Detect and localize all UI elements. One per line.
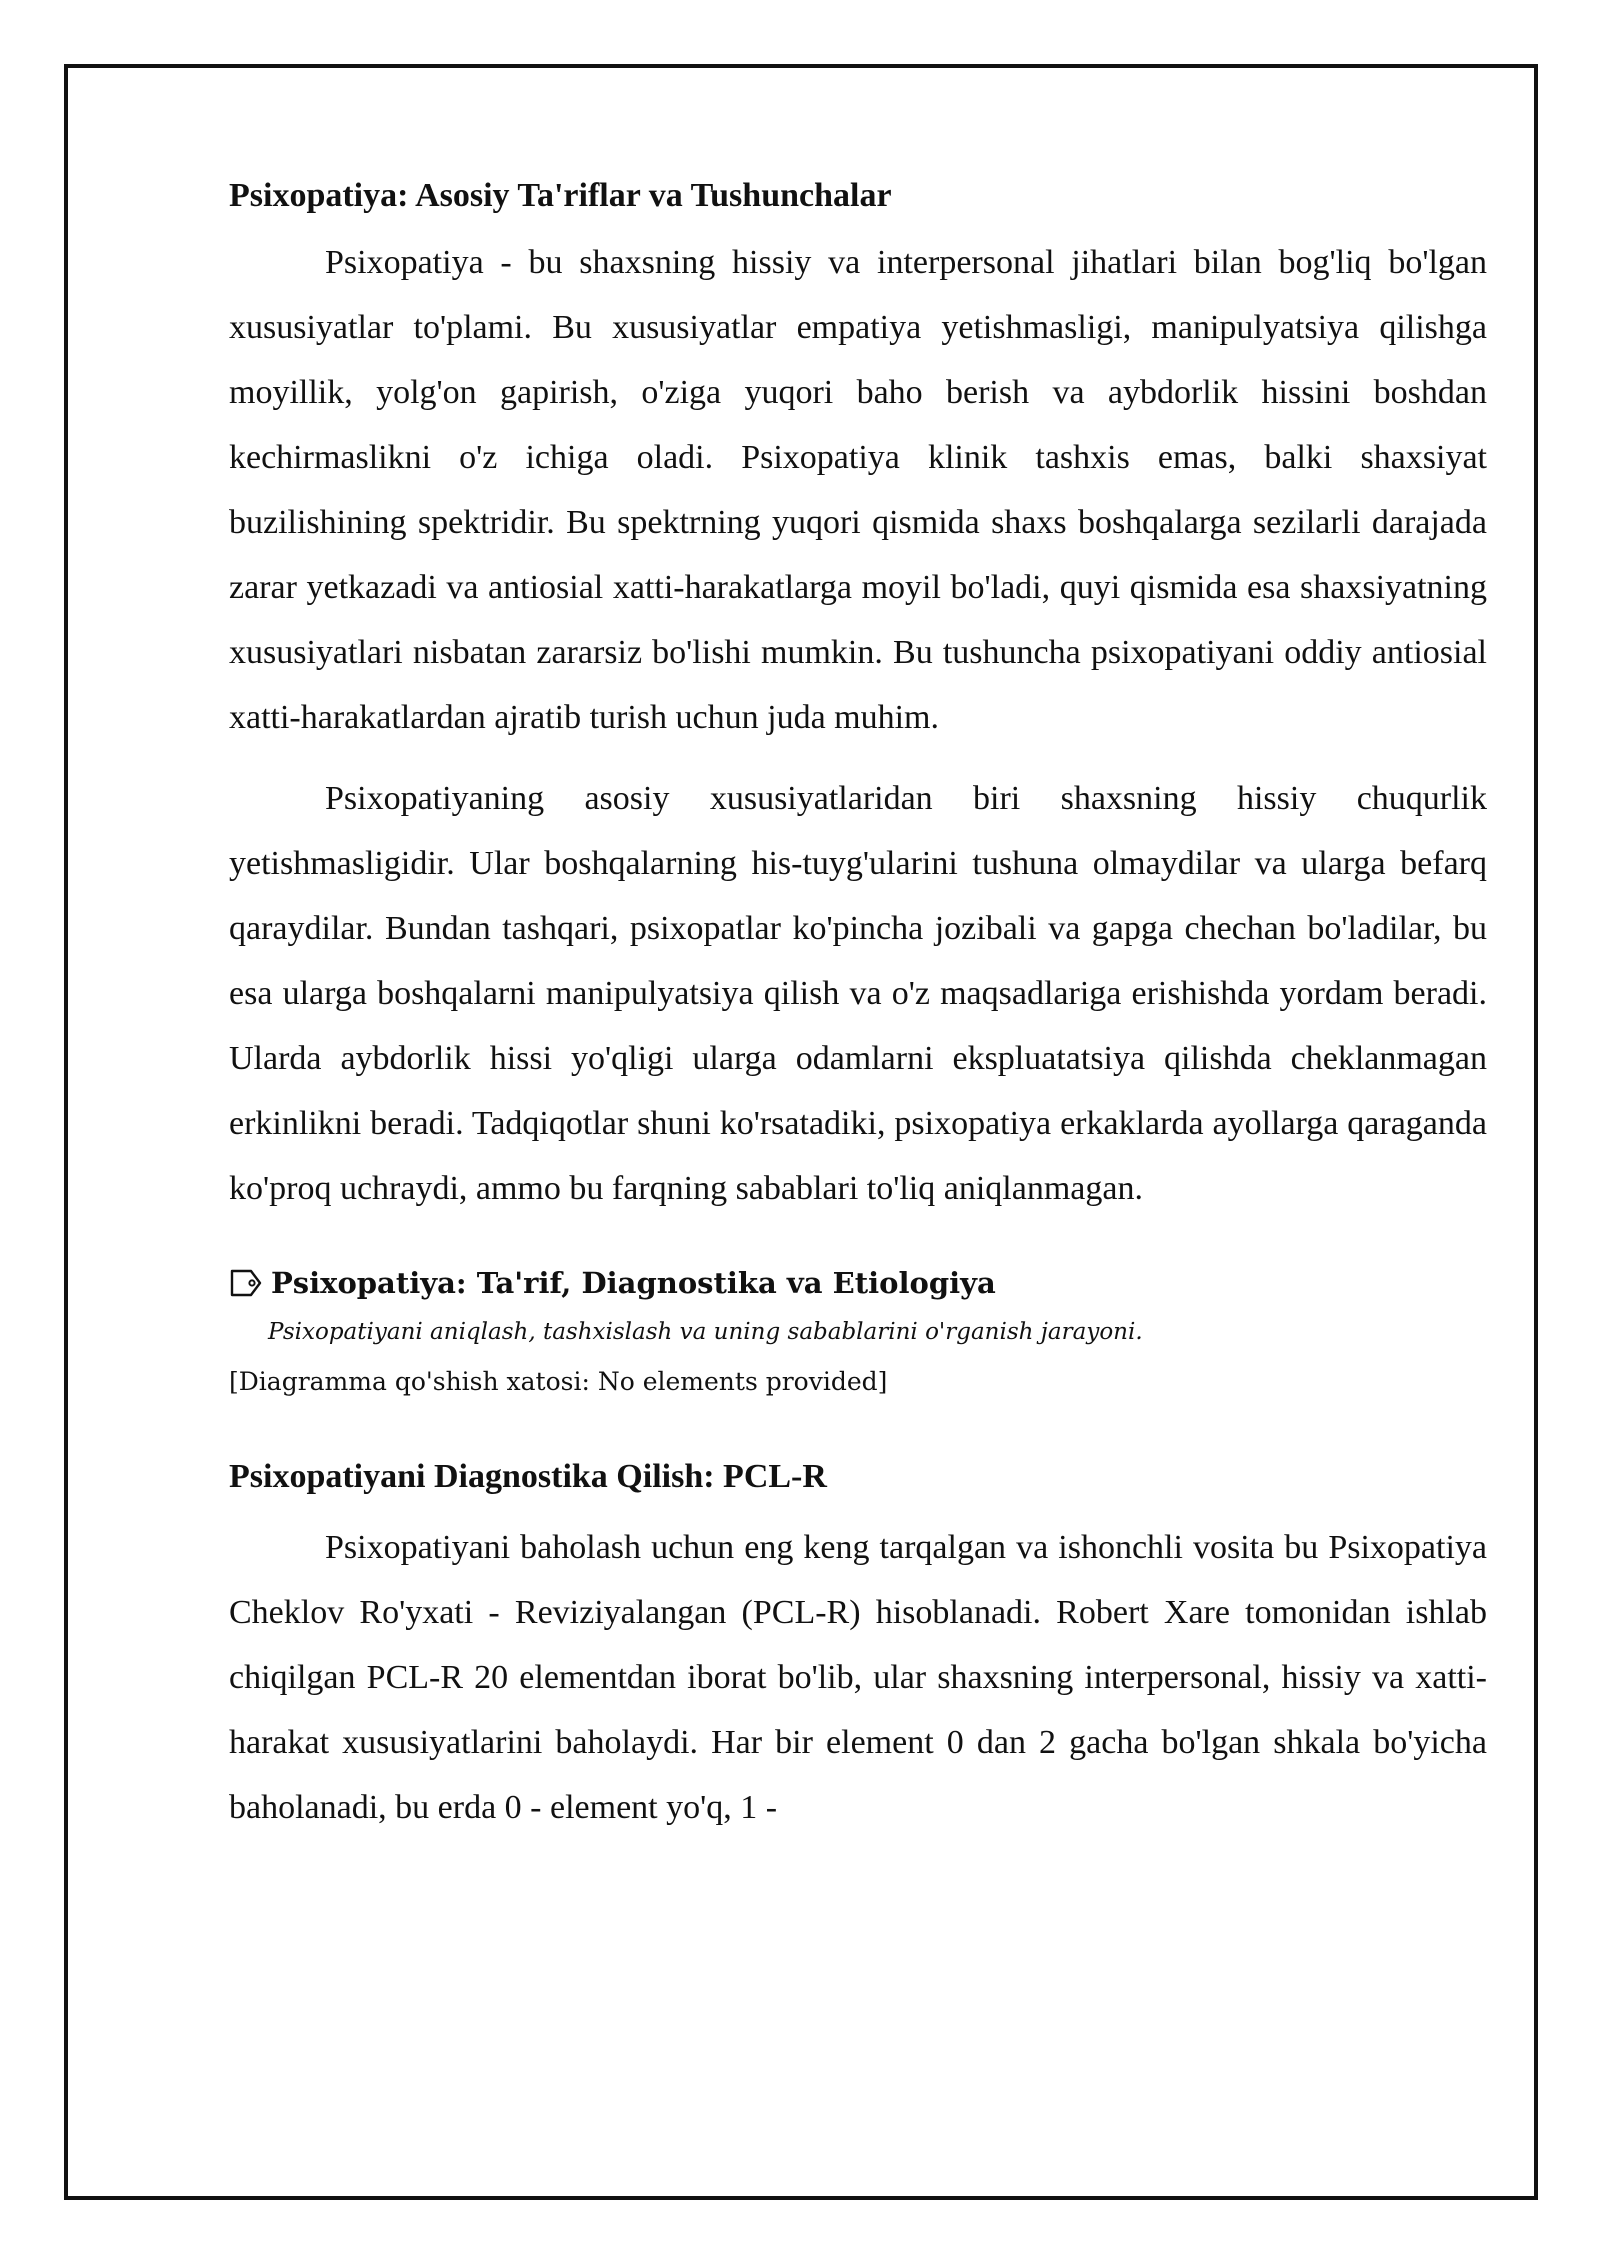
- diagram-title-row: [229, 1263, 1487, 1303]
- paragraph-definition: Psixopatiya - bu shaxsning hissiy va interpersonal jihatlari bilan bog'liq bo'lgan xususiyatlar to'plami. Bu xususiyatlar empatiya yetishmasligi, manipulyatsiya qilishga moyillik, yolg'on gapirish, o'ziga yuqori baho berish va aybdorlik hissini boshdan kechirmaslikni o'z ichiga oladi. Psixopatiya klinik tashxis emas, balki shaxsiyat buzilishining spektridir. Bu spektrning yuqori qismida shaxs boshqalarga sezilarli darajada zarar yetkazadi va antiosial xatti-harakatlarga moyil bo'ladi, quyi qismida esa shaxsiyatning xususiyatlari nisbatan zararsiz bo'lishi mumkin. Bu tushuncha psixopatiyani oddiy antiosial xatti-harakatlardan ajratib turish uchun juda muhim.: [229, 244, 1487, 736]
- diagram-subtitle: Psixopatiyani aniqlash, tashxislash va uning sabablarini o'rganish jarayoni.: [268, 1319, 1143, 1345]
- diagram-placeholder: [229, 1263, 1487, 1399]
- diagram-title: Psixopatiya: Ta'rif, Diagnostika va Etiologiya: [271, 1266, 996, 1300]
- paragraph-pcl-r: Psixopatiyani baholash uchun eng keng tarqalgan va ishonchli vosita bu Psixopatiya Cheklov Ro'yxati - Reviziyalangan (PCL-R) hisoblanadi. Robert Xare tomonidan ishlab chiqilgan PCL-R 20 elementdan iborat bo'lib, ular shaxsning interpersonal, hissiy va xatti-harakat xususiyatlarini baholaydi. Har bir element 0 dan 2 gacha bo'lgan shkala bo'yicha baholanadi, bu erda 0 - element yo'q, 1 -: [229, 1529, 1487, 1826]
- document-content: [229, 172, 1487, 1840]
- section-heading-diagnostics: Psixopatiyani Diagnostika Qilish: PCL-R: [229, 1458, 827, 1495]
- paragraph-characteristics: Psixopatiyaning asosiy xususiyatlaridan biri shaxsning hissiy chuqurlik yetishmasligidir. Ular boshqalarning his-tuyg'ularini tushuna olmaydilar va ularga befarq qaraydilar. Bundan tashqari, psixopatlar ko'pincha jozibali va gapga chechan bo'ladilar, bu esa ularga boshqalarni manipulyatsiya qilish va o'z maqsadlariga erishishda yordam beradi. Ularda aybdorlik hissi yo'qligi ularga odamlarni ekspluatatsiya qilishda cheklanmagan erkinlikni beradi. Tadqiqotlar shuni ko'rsatadiki, psixopatiya erkaklarda ayollarga qaraganda ko'proq uchraydi, ammo bu farqning sabablari to'liq aniqlanmagan.: [229, 780, 1487, 1207]
- diagram-error-message: [Diagramma qo'shish xatosi: No elements provided]: [229, 1367, 888, 1396]
- section-heading-definitions: Psixopatiya: Asosiy Ta'riflar va Tushunchalar: [229, 177, 892, 214]
- tag-icon: [229, 1267, 265, 1299]
